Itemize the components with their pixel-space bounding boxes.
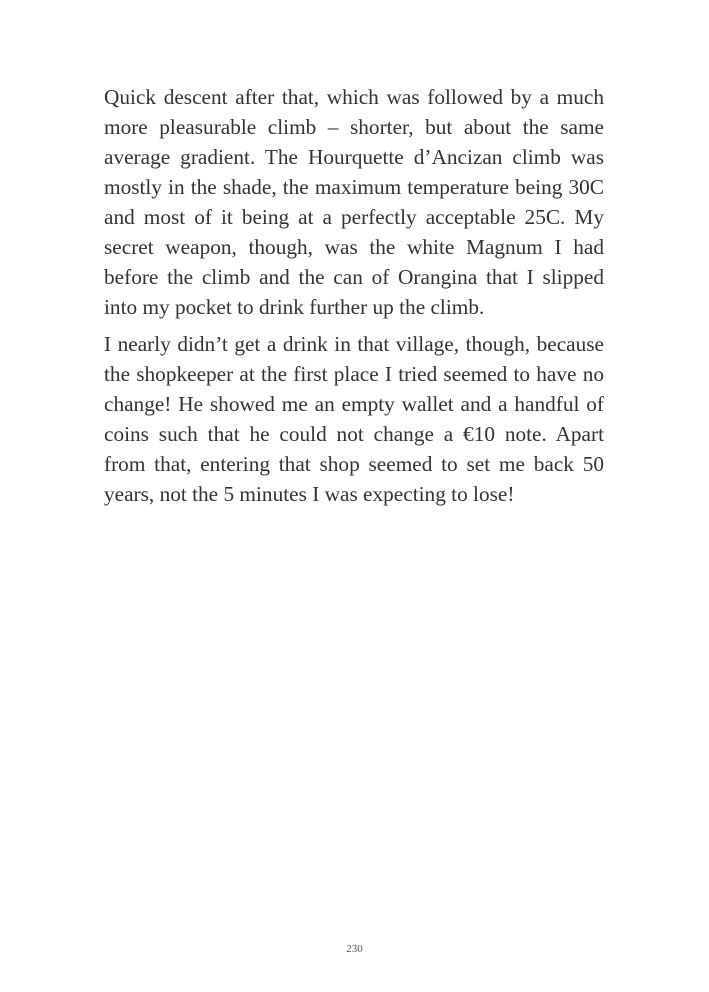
paragraph-descent-climb: Quick descent after that, which was followed by a much more pleasurable climb – shorter, but about the same average gradient. The Hourquette d’Ancizan climb was mostly in the shade, the maximum temperature being 30C and most of it being at a perfectly acceptable 25C. My secret weapon, though, was the white Magnum I had before the climb and the can of Orangina that I slipped into my pocket to drink further up the climb.: [104, 85, 604, 319]
paragraph-village-shop: I nearly didn’t get a drink in that village, though, because the shopkeeper at the first place I tried seemed to have no change! He showed me an empty wallet and a handful of coins such that he could not change a €10 note. Apart from that, entering that shop seemed to set me back 50 years, not the 5 minutes I was expecting to lose!: [104, 332, 604, 506]
body-text: [104, 82, 604, 516]
page-number: 230: [346, 943, 363, 955]
